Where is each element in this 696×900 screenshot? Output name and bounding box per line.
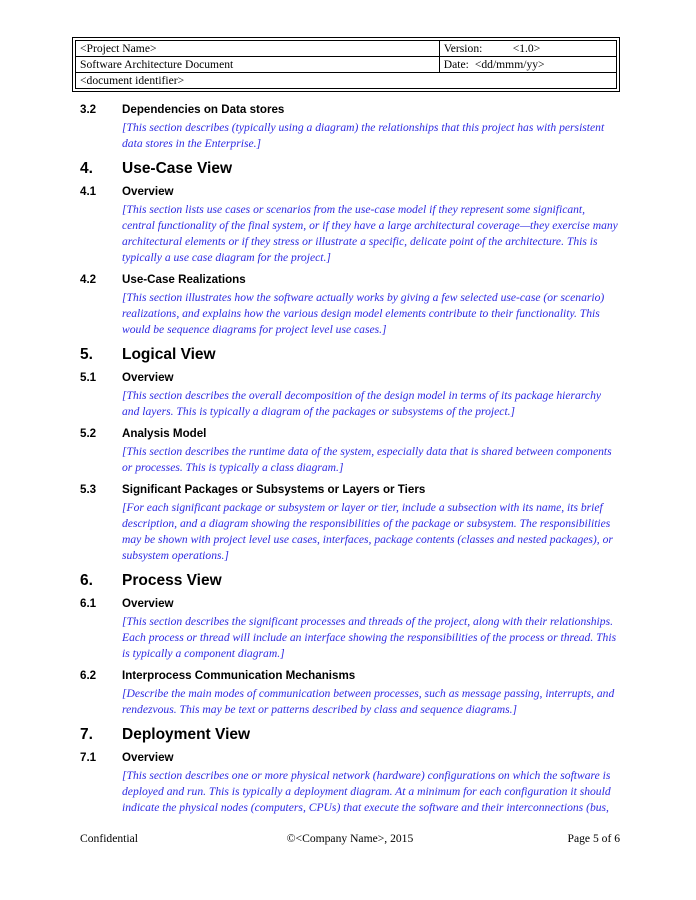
section-title: Use-Case Realizations [122,273,246,286]
section-heading [80,103,618,116]
section-number: 5.3 [80,483,97,496]
section-heading [80,371,618,384]
section-title: Significant Packages or Subsystems or Layers or Tiers [122,483,426,496]
section [80,371,618,420]
section-title: Overview [122,597,174,610]
header-row-title [76,57,617,73]
section-placeholder-text: [This section illustrates how the software actually works by giving a few selected use-case (or scenario) realizations, and explains how the various design model elements contribute to their functionality. This would be sequence diagrams for project level use cases.] [122,291,605,336]
section [80,185,618,266]
section-heading [80,160,618,178]
section [80,597,618,662]
version-value: <1.0> [512,42,541,55]
section-number: 5.1 [80,371,97,384]
section-heading [80,346,618,364]
section-number: 7. [80,726,93,743]
section [80,427,618,476]
section-title: Use-Case View [122,160,232,177]
section-number: 6. [80,572,93,589]
section [80,273,618,338]
section-title: Analysis Model [122,427,207,440]
section-heading [80,572,618,590]
section [80,346,618,364]
document-title-cell [76,57,440,73]
header-table [72,37,620,92]
page-footer [80,832,620,846]
version-cell [439,41,616,57]
footer-copyright: ©<Company Name>, 2015 [286,832,414,845]
date-value: <dd/mmm/yy> [474,58,545,71]
section-heading [80,669,618,682]
section-heading [80,273,618,286]
section [80,483,618,564]
section-number: 5. [80,346,93,363]
section-placeholder-text: [This section describes the significant processes and threads of the project, along with their relationships. Each process or thread will include an interface showing the responsibilities of the process or thread. This is typically a component diagram.] [122,615,617,660]
section-heading [80,427,618,440]
section-number: 4.1 [80,185,97,198]
section-number: 7.1 [80,751,97,764]
section [80,726,618,744]
section-heading [80,483,618,496]
document-body [80,96,618,816]
section [80,103,618,152]
section-title: Dependencies on Data stores [122,103,285,116]
section-title: Interprocess Communication Mechanisms [122,669,356,682]
project-name-cell [76,41,440,57]
section-placeholder-text: [This section describes the runtime data of the system, especially data that is shared between components or processes. This is typically a class diagram.] [122,445,612,474]
section [80,751,618,816]
section-heading [80,597,618,610]
section-title: Overview [122,751,174,764]
footer-page-number: Page 5 of 6 [567,832,621,845]
section-placeholder-text: [This section lists use cases or scenarios from the use-case model if they represent some significant, central functionality of the final system, or if they have a large architectural coverage—they exercise many architectural elements or if they stress or illustrate a specific, delicate point of the architecture. This is typically a use case diagram for the project.] [122,203,618,264]
section-title: Logical View [122,346,216,363]
section-placeholder-text: [Describe the main modes of communication between processes, such as message passing, interrupts, and rendezvous. This may be text or patterns described by class and sequence diagrams.] [122,687,615,716]
section [80,160,618,178]
section-placeholder-text: [This section describes the overall decomposition of the design model in terms of its package hierarchy and layers. This is typically a diagram of the packages or subsystems of the project.] [122,389,602,418]
section-placeholder-text: [This section describes (typically using a diagram) the relationships that this project has with persistent data stores in the Enterprise.] [122,121,605,150]
section-heading [80,726,618,744]
document-identifier-text: <document identifier> [80,74,185,87]
section [80,669,618,718]
date-label: Date: [443,58,469,71]
section-number: 4.2 [80,273,97,286]
header-row-project [76,41,617,57]
section-title: Deployment View [122,726,251,743]
section [80,572,618,590]
footer-confidential: Confidential [80,832,138,845]
section-placeholder-text: [For each significant package or subsystem or layer or tier, include a subsection with its name, its brief description, and a diagram showing the responsibilities of the package or subsystem. The responsibilities may be shown with project level use cases, interfaces, package contents (classes and nested packages), or subsystem operations.] [122,501,613,562]
header-row-identifier [76,73,617,89]
date-cell [439,57,616,73]
section-title: Process View [122,572,222,589]
document-title-text: Software Architecture Document [80,58,234,71]
document-identifier-cell [76,73,617,89]
section-number: 6.1 [80,597,97,610]
section-placeholder-text: [This section describes one or more physical network (hardware) configurations on which the software is deployed and run. This is typically a deployment diagram. At a minimum for each configuration it should indicate the physical nodes (computers, CPUs) that execute the software and their interconnections (bus, [122,769,611,814]
section-number: 3.2 [80,103,97,116]
section-number: 5.2 [80,427,97,440]
section-title: Overview [122,371,174,384]
section-title: Overview [122,185,174,198]
section-heading [80,185,618,198]
project-name-text: <Project Name> [80,42,157,55]
section-heading [80,751,618,764]
section-number: 4. [80,160,93,177]
version-label: Version: [443,42,483,55]
section-number: 6.2 [80,669,97,682]
